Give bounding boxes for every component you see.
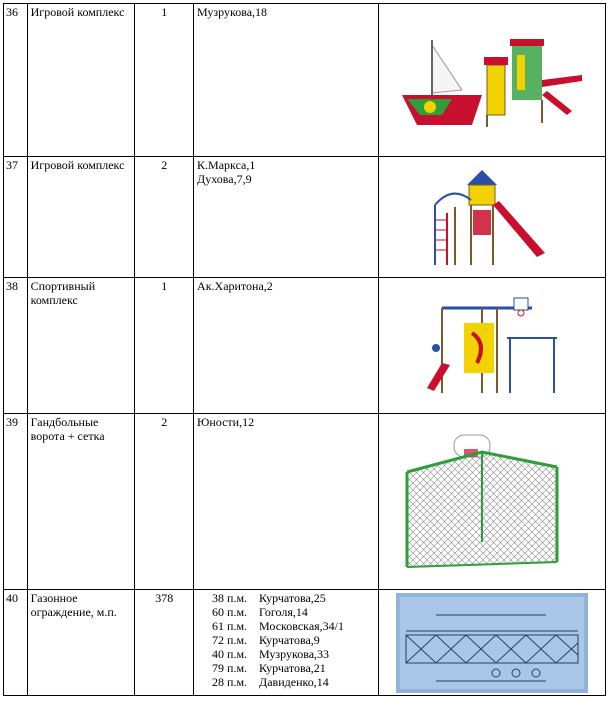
address-line: Духова,7,9 [197,172,252,186]
address-line: 79 п.м. Курчатова,21 [212,661,326,675]
item-name: Игровой комплекс [27,157,135,278]
table-row [4,278,606,414]
address-line: 72 п.м. Курчатова,9 [212,633,320,647]
tower-slide-illustration [378,157,605,278]
ship-playground-illustration [378,4,605,157]
row-number: 37 [4,157,28,278]
row-number: 38 [4,278,28,414]
row-number: 40 [4,590,28,696]
table-row [4,4,606,157]
item-name: Газонное ограждение, м.п. [27,590,135,696]
item-quantity: 2 [135,414,194,590]
item-quantity: 2 [135,157,194,278]
item-quantity: 1 [135,4,194,157]
item-quantity: 1 [135,278,194,414]
item-address [194,414,379,590]
item-address [194,278,379,414]
item-name: Спортивный комплекс [27,278,135,414]
fence-blueprint-photo [378,590,605,696]
item-address [194,4,379,157]
row-number: 36 [4,4,28,157]
equipment-table [3,3,606,696]
item-name: Игровой комплекс [27,4,135,157]
row-number: 39 [4,414,28,590]
address-line: 40 п.м. Музрукова,33 [212,647,330,661]
sport-complex-illustration [378,278,605,414]
address-line: Ак.Харитона,2 [197,279,273,293]
address-line: Юности,12 [197,415,255,429]
address-line: 61 п.м. Московская,34/1 [212,619,344,633]
handball-goal-illustration [378,414,605,590]
item-quantity: 378 [135,590,194,696]
address-line: Музрукова,18 [197,5,268,19]
table-row [4,414,606,590]
address-line: 28 п.м. Давиденко,14 [212,675,329,689]
item-address [194,157,379,278]
table-row [4,157,606,278]
address-line: 60 п.м. Гоголя,14 [212,605,308,619]
address-line: 38 п.м. Курчатова,25 [212,591,326,605]
item-name: Гандбольные ворота + сетка [27,414,135,590]
address-line: К.Маркса,1 [197,158,256,172]
table-row [4,590,606,696]
item-address [194,590,379,696]
